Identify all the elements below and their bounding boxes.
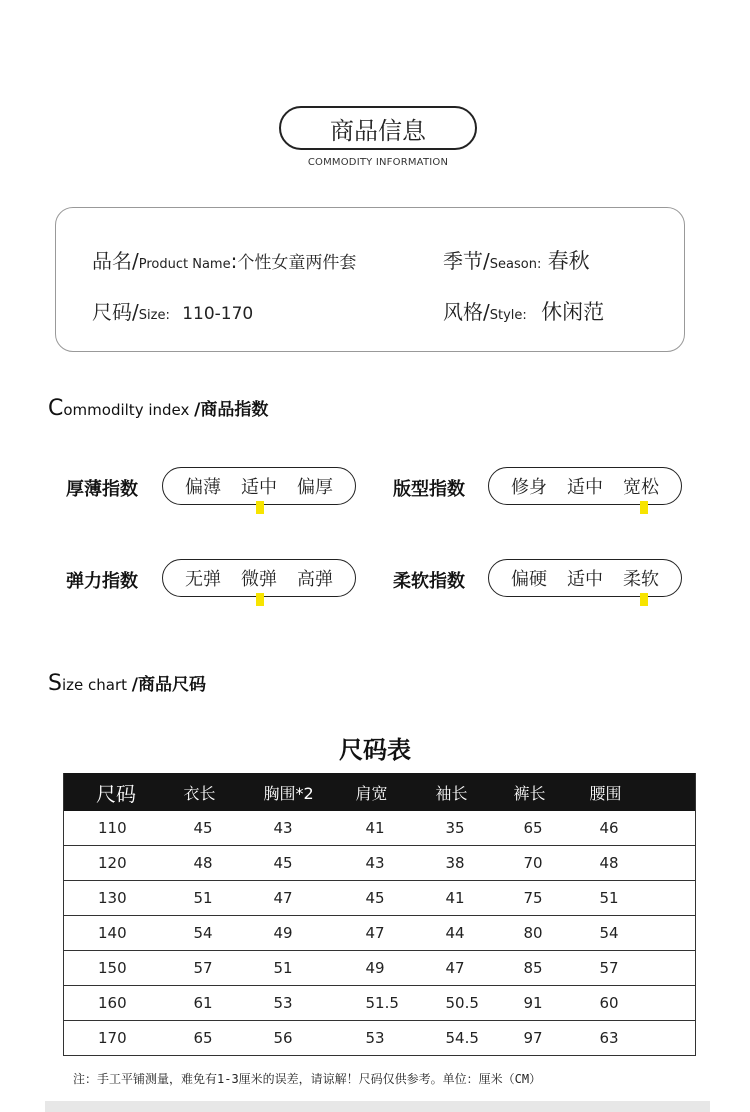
table-cell: 160 bbox=[64, 986, 184, 1021]
index-label: 版型指数 bbox=[393, 479, 465, 500]
index-option: 微弹 bbox=[241, 569, 277, 590]
table-row bbox=[64, 986, 696, 1021]
table-header-row bbox=[64, 773, 696, 811]
table-cell: 70 bbox=[514, 846, 590, 881]
size-heading-zh: /商品尺码 bbox=[131, 675, 206, 695]
table-cell: 47 bbox=[264, 881, 356, 916]
table-cell: 54.5 bbox=[436, 1021, 514, 1056]
index-option: 适中 bbox=[567, 569, 603, 590]
style-value: 休闲范 bbox=[541, 300, 605, 324]
column-header: 尺码 bbox=[64, 773, 184, 811]
table-row bbox=[64, 811, 696, 846]
size-en: Size bbox=[138, 308, 166, 323]
table-row bbox=[64, 846, 696, 881]
index-option: 无弹 bbox=[185, 569, 221, 590]
index-heading-en: ommodilty index bbox=[63, 401, 195, 419]
product-name-field bbox=[92, 245, 356, 274]
table-cell: 65 bbox=[184, 1021, 264, 1056]
table-cell: 51 bbox=[264, 951, 356, 986]
style-en: Style bbox=[489, 308, 523, 323]
index-marker bbox=[256, 593, 264, 606]
table-cell: 49 bbox=[264, 916, 356, 951]
table-cell: 120 bbox=[64, 846, 184, 881]
size-sep: : bbox=[165, 308, 170, 323]
table-cell: 47 bbox=[436, 951, 514, 986]
size-table bbox=[63, 773, 696, 1056]
size-value: 110-170 bbox=[182, 304, 254, 324]
table-row bbox=[64, 951, 696, 986]
table-cell: 43 bbox=[356, 846, 436, 881]
index-marker bbox=[640, 501, 648, 514]
table-cell: 150 bbox=[64, 951, 184, 986]
index-option: 偏硬 bbox=[511, 569, 547, 590]
table-cell: 56 bbox=[264, 1021, 356, 1056]
table-cell: 47 bbox=[356, 916, 436, 951]
table-cell: 60 bbox=[590, 986, 696, 1021]
table-cell: 61 bbox=[184, 986, 264, 1021]
table-cell: 45 bbox=[264, 846, 356, 881]
table-row bbox=[64, 881, 696, 916]
table-cell: 80 bbox=[514, 916, 590, 951]
season-field bbox=[443, 245, 590, 275]
size-heading-initial: S bbox=[48, 671, 62, 696]
table-cell: 54 bbox=[590, 916, 696, 951]
product-name-value: 个性女童两件套 bbox=[237, 253, 357, 273]
index-scale bbox=[488, 559, 682, 597]
table-cell: 50.5 bbox=[436, 986, 514, 1021]
column-header: 袖长 bbox=[436, 773, 514, 811]
size-heading-en: ize chart bbox=[61, 676, 132, 694]
table-cell: 38 bbox=[436, 846, 514, 881]
index-option: 适中 bbox=[567, 477, 603, 498]
table-cell: 65 bbox=[514, 811, 590, 846]
table-cell: 45 bbox=[356, 881, 436, 916]
table-cell: 85 bbox=[514, 951, 590, 986]
season-sep: : bbox=[536, 257, 542, 272]
season-value: 春秋 bbox=[547, 249, 590, 273]
bottom-divider bbox=[45, 1101, 710, 1112]
table-cell: 41 bbox=[356, 811, 436, 846]
table-cell: 75 bbox=[514, 881, 590, 916]
table-cell: 57 bbox=[184, 951, 264, 986]
table-cell: 45 bbox=[184, 811, 264, 846]
column-header: 裤长 bbox=[514, 773, 590, 811]
index-option: 高弹 bbox=[297, 569, 333, 590]
index-scale bbox=[162, 467, 356, 505]
column-header: 腰围 bbox=[590, 773, 696, 811]
section-title-pill bbox=[279, 106, 477, 150]
table-cell: 48 bbox=[184, 846, 264, 881]
table-cell: 91 bbox=[514, 986, 590, 1021]
index-scale bbox=[162, 559, 356, 597]
table-cell: 170 bbox=[64, 1021, 184, 1056]
index-marker bbox=[640, 593, 648, 606]
index-option: 宽松 bbox=[623, 477, 659, 498]
table-cell: 49 bbox=[356, 951, 436, 986]
season-zh: 季节/ bbox=[443, 249, 490, 273]
index-heading-zh: /商品指数 bbox=[194, 400, 269, 420]
table-cell: 140 bbox=[64, 916, 184, 951]
table-cell: 110 bbox=[64, 811, 184, 846]
style-sep: : bbox=[522, 308, 527, 323]
size-zh: 尺码/ bbox=[92, 300, 139, 324]
table-cell: 43 bbox=[264, 811, 356, 846]
product-name-zh: 品名/ bbox=[92, 249, 139, 273]
index-section-heading bbox=[48, 395, 268, 421]
size-field bbox=[92, 296, 253, 325]
product-name-sep: : bbox=[230, 249, 238, 273]
product-name-en: Product Name bbox=[138, 257, 231, 272]
table-cell: 53 bbox=[356, 1021, 436, 1056]
table-row bbox=[64, 1021, 696, 1056]
table-cell: 63 bbox=[590, 1021, 696, 1056]
table-cell: 51 bbox=[184, 881, 264, 916]
index-label: 弹力指数 bbox=[66, 571, 138, 592]
table-cell: 57 bbox=[590, 951, 696, 986]
index-option: 柔软 bbox=[623, 569, 659, 590]
table-cell: 130 bbox=[64, 881, 184, 916]
product-info-box bbox=[55, 207, 685, 352]
table-cell: 51 bbox=[590, 881, 696, 916]
section-subtitle: COMMODITY INFORMATION bbox=[307, 157, 449, 168]
index-option: 偏薄 bbox=[185, 477, 221, 498]
table-cell: 35 bbox=[436, 811, 514, 846]
table-cell: 44 bbox=[436, 916, 514, 951]
style-zh: 风格/ bbox=[443, 300, 490, 324]
section-title: 商品信息 bbox=[330, 116, 426, 145]
table-cell: 51.5 bbox=[356, 986, 436, 1021]
size-table-title: 尺码表 bbox=[339, 736, 411, 764]
size-section-heading bbox=[48, 670, 206, 696]
table-cell: 48 bbox=[590, 846, 696, 881]
column-header: 胸围*2 bbox=[264, 773, 356, 811]
measurement-note: 注：手工平铺测量，难免有1-3厘米的误差，请谅解！尺码仅供参考。单位：厘米（CM） bbox=[73, 1072, 542, 1086]
index-label: 柔软指数 bbox=[393, 571, 465, 592]
index-option: 偏厚 bbox=[297, 477, 333, 498]
style-field bbox=[443, 296, 604, 326]
table-row bbox=[64, 916, 696, 951]
season-en: Season bbox=[489, 257, 537, 272]
index-option: 修身 bbox=[511, 477, 547, 498]
table-cell: 46 bbox=[590, 811, 696, 846]
index-scale bbox=[488, 467, 682, 505]
index-marker bbox=[256, 501, 264, 514]
table-cell: 54 bbox=[184, 916, 264, 951]
index-label: 厚薄指数 bbox=[66, 479, 138, 500]
column-header: 衣长 bbox=[184, 773, 264, 811]
table-cell: 97 bbox=[514, 1021, 590, 1056]
column-header: 肩宽 bbox=[356, 773, 436, 811]
index-heading-initial: C bbox=[48, 396, 64, 421]
index-option: 适中 bbox=[241, 477, 277, 498]
table-cell: 53 bbox=[264, 986, 356, 1021]
table-cell: 41 bbox=[436, 881, 514, 916]
